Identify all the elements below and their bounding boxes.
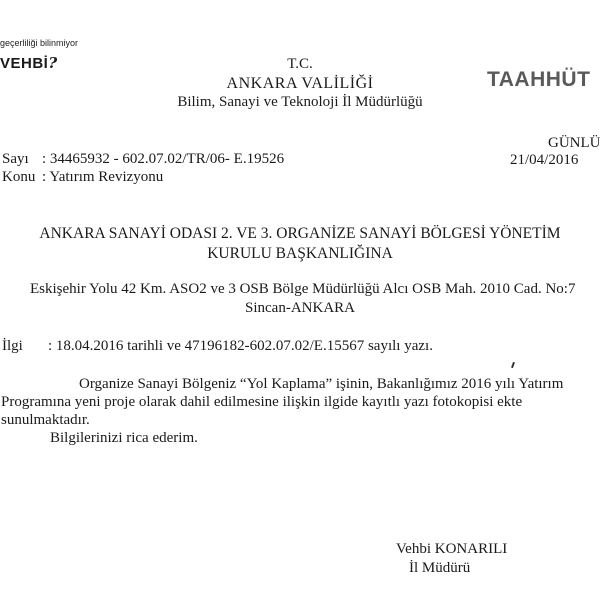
sayi-row [2,151,284,168]
addressee-city: Sincan-ANKARA [245,300,355,316]
header-directorate: Bilim, Sanayi ve Teknoloji İl Müdürlüğü [177,94,423,110]
ilgi-label: İlgi [2,338,23,354]
konu-value: Yatırım Revizyonu [49,169,164,185]
pen-mark [511,362,515,368]
konu-colon: : [42,169,50,185]
taahhut-stamp: TAAHHÜT [487,68,591,91]
body-line-3: sunulmaktadır. [1,412,90,428]
body-line-1: Organize Sanayi Bölgeniz “Yol Kaplama” işinin, Bakanlığımız 2016 yılı Yatırım [79,376,564,392]
konu-row [2,169,163,186]
konu-label: Konu [2,169,36,185]
signatory-title: İl Müdürü [409,560,471,576]
sayi-label: Sayı [2,151,29,167]
sayi-colon: : [42,151,50,167]
body-line-2: Programına yeni proje olarak dahil edilmesine ilişkin ilgide kayıtlı yazı fotokopisi ekte [1,394,523,410]
addressee-line-2: KURULU BAŞKANLIĞINA [207,245,393,262]
ilgi-row [2,338,433,355]
document-date: 21/04/2016 [510,152,579,168]
ilgi-value: : 18.04.2016 tarihli ve 47196182-602.07.02/E.15567 sayılı yazı. [48,338,433,354]
header-tc: T.C. [287,56,313,72]
gunlu-label: GÜNLÜ [548,135,600,151]
stamp-validity-note: geçerliliği bilinmiyor [0,38,79,48]
addressee-line-1: ANKARA SANAYİ ODASI 2. VE 3. ORGANİZE SANAYİ BÖLGESİ YÖNETİM [39,225,561,242]
signatory-name: Vehbi KONARILI [396,541,508,557]
header-governorship: ANKARA VALİLİĞİ [226,75,374,92]
sayi-value: 34465932 - 602.07.02/TR/06- E.19526 [49,151,285,167]
signature-scribble-icon: ? [48,54,58,72]
body-line-4: Bilgilerinizi rica ederim. [50,430,198,446]
stamp-name-text: VEHBİ [0,55,49,72]
addressee-address: Eskişehir Yolu 42 Km. ASO2 ve 3 OSB Bölge Müdürlüğü Alcı OSB Mah. 2010 Cad. No:7 [30,281,576,297]
